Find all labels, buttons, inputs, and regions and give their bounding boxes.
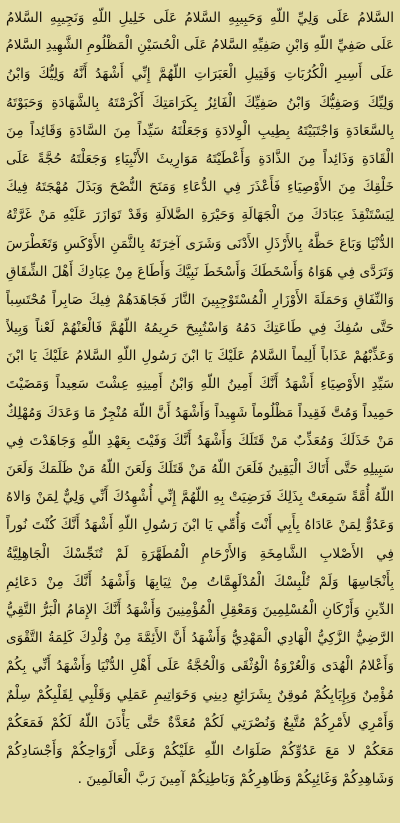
text-line: بِأَنْجَاسِهَا وَلَمْ تُلْبِسْكَ الْمُدْلَهِمَّاتُ مِنْ ثِيَابِهَا وَأَشْهَدُ أَنَّكَ مِنْ دَعَائِمِ: [6, 573, 394, 590]
text-line: وَلِيِّكَ وَصَفِيُّكَ وَابْنُ صَفِيِّكَ الْفَائِزُ بِكَرَامَتِكَ أَكْرَمْتَهُ بِالشَّهَادَةِ وَحَبَوْتَهُ: [6, 94, 394, 111]
text-line: مُؤْمِنٌ وَبِإِيَابِكُمْ مُوقِنٌ بِشَرَائِعِ دِينِي وَخَوَاتِيمِ عَمَلِي وَقَلْبِي لِقَلْبِكُمْ سِلْمٌ: [6, 686, 394, 703]
text-line: وَأَمْرِي لأَمْرِكُمْ مُتَّبِعٌ وَنُصْرَتِي لَكُمْ مُعَدَّةٌ حَتَّى يَأْذَنَ اللّهُ لَكُمْ فَمَعَكُمْ: [6, 714, 394, 731]
text-line: حَتَّى سُفِكَ فِي طَاعَتِكَ دَمُهُ وَاسْتُبِيحَ حَرِيمُهُ اللّهُمَّ فَالْعَنْهُمْ لَعْناً وَبِيلاً: [6, 320, 394, 337]
text-line: اللّهُ أُمَّةً سَمِعَتْ بِذَلِكَ فَرَضِيَتْ بِهِ اللّهُمَّ إِنِّي أُشْهِدُكَ أَنِّي وَلِيٌّ لِمَنْ وَالاهُ: [6, 489, 394, 506]
text-line: الدِّينِ وَأَرْكَانِ الْمُسْلِمِينَ وَمَعْقِلِ الْمُؤْمِنِينَ وَأَشْهَدُ أَنَّكَ الإِمَامُ الْبَرُّ التَّقِيُّ: [6, 601, 394, 618]
text-line: سَيِّدِ الأَوْصِيَاءِ أَشْهَدُ أَنَّكَ أَمِينُ اللّهِ وَابْنُ أَمِينِهِ عِشْتَ سَعِيداً وَمَضَيْتَ: [6, 376, 394, 393]
text-line: الْقَادَةِ وَذَائِداً مِنَ الذَّادَةِ وَأَعْطَيْتَهُ مَوَارِيثَ الأَنْبِيَاءِ وَجَعَلْتَهُ حُجَّةً عَلَى: [6, 150, 394, 167]
text-line: حَمِيداً وَمُتَّ فَقِيداً مَظْلُوماً شَهِيداً وَأَشْهَدُ أَنَّ اللّهَ مُنْجِزٌ مَا وَعَدَكَ وَمُهْلِكٌ: [6, 404, 394, 421]
text-line: السَّلامُ عَلَى وَلِيِّ اللّهِ وَحَبِيبِهِ السَّلامُ عَلَى خَلِيلِ اللّهِ وَنَجِيبِهِ السَّلامُ: [6, 10, 394, 26]
text-line: وَعَدُوٌّ لِمَنْ عَادَاهُ بِأَبِي أَنْتَ وَأُمِّي يَا ابْنَ رَسُولِ اللّهِ أَشْهَدُ أَنَّكَ كُنْتَ نُوراً: [6, 517, 394, 534]
text-line: مَنْ خَذَلَكَ وَمُعَذِّبٌ مَنْ قَتَلَكَ وَأَشْهَدُ أَنَّكَ وَفَيْتَ بِعَهْدِ اللّهِ وَجَاهَدْتَ فِي: [6, 432, 394, 449]
text-line: الرَّضِيُّ الزَّكِيُّ الْهَادِي الْمَهْدِيُّ وَأَشْهَدُ أَنَّ الأَئِمَّةَ مِنْ وُلْدِكَ كَلِمَةُ التَّقْوَى: [6, 630, 394, 647]
text-line: وَعَذِّبْهُمْ عَذَاباً أَلِيماً السَّلامُ عَلَيْكَ يَا ابْنَ رَسُولِ اللّهِ السَّلامُ عَلَيْكَ يَا ابْنَ: [6, 348, 394, 365]
text-line: عَلَى أَسِيرِ الْكُرُبَاتِ وَقَتِيلِ الْعَبَرَاتِ اللّهُمَّ إِنِّي أَشْهَدُ أَنَّهُ وَلِيُّكَ وَابْنُ: [6, 66, 394, 83]
text-line: خَلْقِكَ مِنَ الأَوْصِيَاءِ فَأَعْذَرَ فِي الدُّعَاءِ وَمَنَحَ النُّصْحَ وَبَذَلَ مُهْجَتَهُ فِيكَ: [6, 179, 394, 196]
text-line-last: وَشَاهِدِكُمْ وَغَائِبِكُمْ وَظَاهِرِكُمْ وَبَاطِنِكُمْ آمِينَ رَبَّ الْعَالَمِينَ .: [77, 771, 394, 788]
text-line: لِيَسْتَنْقِذَ عِبَادَكَ مِنَ الْجَهَالَةِ وَحَيْرَةِ الضَّلالَةِ وَقَدْ تَوَازَرَ عَلَيْهِ مَنْ غَرَّتْهُ: [6, 207, 394, 224]
text-line: عَلَى صَفِيِّ اللّهِ وَابْنِ صَفِيِّهِ السَّلامُ عَلَى الْحُسَيْنِ الْمَظْلُومِ الشَّهِيدِ السَّلامُ: [6, 38, 394, 54]
text-line: وَتَرَدَّى فِي هَوَاهُ وَأَسْخَطَكَ وَأَسْخَطَ نَبِيَّكَ وَأَطَاعَ مِنْ عِبَادِكَ أَهْلَ الشِّقَاقِ: [6, 263, 394, 280]
text-line: بِالسَّعَادَةِ وَاجْتَبَيْتَهُ بِطِيبِ الْوِلادَةِ وَجَعَلْتَهُ سَيِّداً مِنَ السَّادَةِ وَقَائِداً مِنَ: [6, 122, 394, 139]
text-line: الدُّنْيَا وَبَاعَ حَظَّهُ بِالأَرْذَلِ الأَدْنَى وَشَرَى آخِرَتَهُ بِالثَّمَنِ الأَوْكَسِ وَتَغَطْرَسَ: [6, 235, 394, 252]
text-line: سَبِيلِهِ حَتَّى أَتَاكَ الْيَقِينُ فَلَعَنَ اللّهُ مَنْ قَتَلَكَ وَلَعَنَ اللّهُ مَنْ ظَلَمَكَ وَلَعَنَ: [6, 461, 394, 477]
text-line: وَأَعْلامُ الْهُدَى وَالْعُرْوَةُ الْوُثْقَى وَالْحُجَّةُ عَلَى أَهْلِ الدُّنْيَا وَأَشْهَدُ أَنِّي بِكُمْ: [6, 658, 394, 675]
text-line: وَالنِّفَاقِ وَحَمَلَةَ الأَوْزَارِ الْمُسْتَوْجِبِينَ النَّارَ فَجَاهَدَهُمْ فِيكَ صَابِراً مُحْتَسِباً: [6, 291, 394, 308]
text-line: فِي الأَصْلابِ الشَّامِخَةِ وَالأَرْحَامِ الْمُطَهَّرَةِ لَمْ تُنَجِّسْكَ الْجَاهِلِيَّةُ: [6, 545, 394, 562]
text-line: مَعَكُمْ لا مَعَ عَدُوِّكُمْ صَلَوَاتُ اللّهِ عَلَيْكُمْ وَعَلَى أَرْوَاحِكُمْ وَأَجْسَادِكُمْ: [6, 742, 394, 759]
